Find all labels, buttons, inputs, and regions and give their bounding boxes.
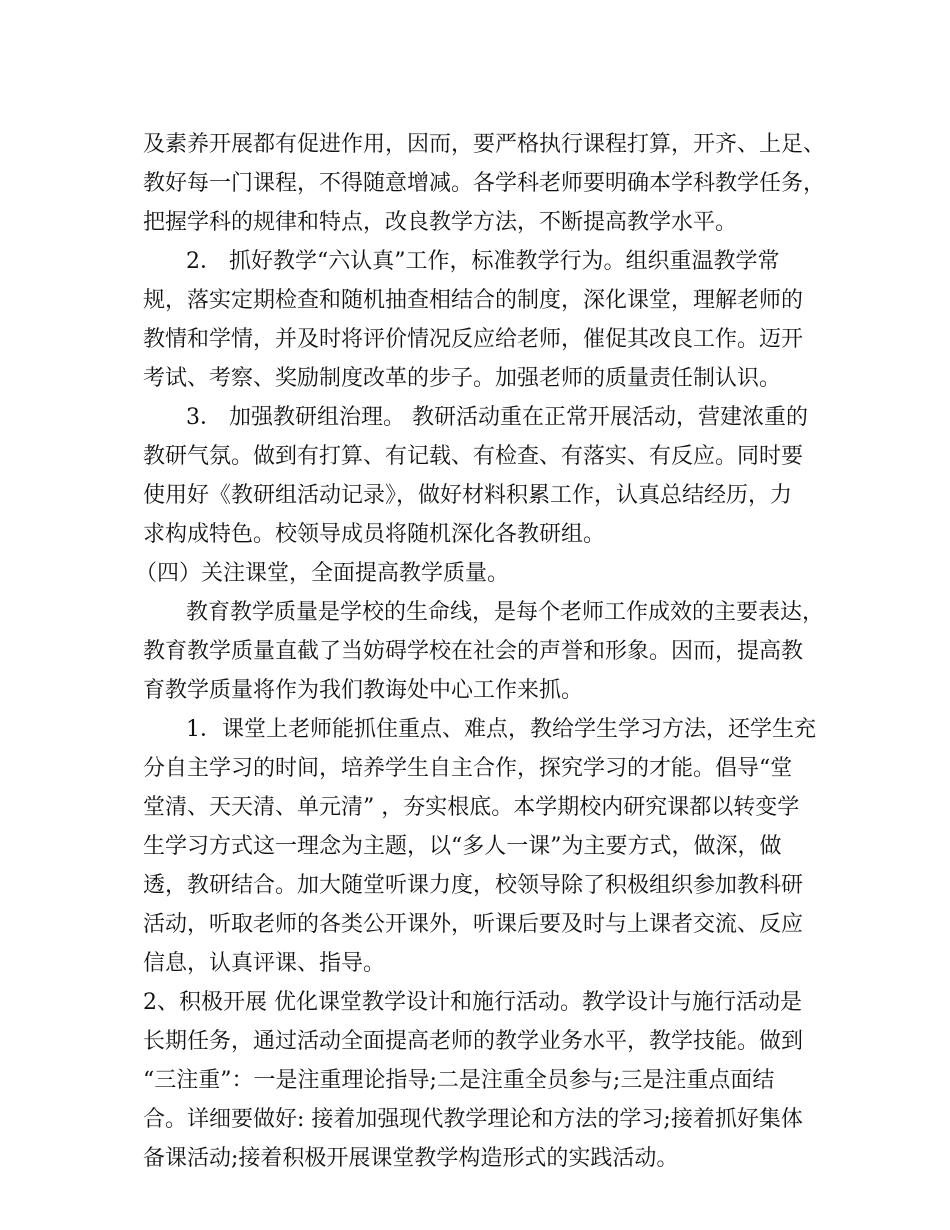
text-line: 堂清、天天清、单元清” ，夯实根底。本学期校内研究课都以转变学 bbox=[143, 795, 800, 820]
text-line: 合。详细要做好: 接着加强现代教学理论和方法的学习;接着抓好集体 bbox=[143, 1107, 803, 1132]
text-line: 2、积极开展 优化课堂教学设计和施行活动。教学设计与施行活动是 bbox=[143, 990, 802, 1015]
text-line: 教育教学质量是学校的生命线，是每个老师工作成效的主要表达， bbox=[186, 600, 825, 625]
text-line: 活动，听取老师的各类公开课外，听课后要及时与上课者交流、反应 bbox=[143, 912, 804, 937]
text-line: 教情和学情，并及时将评价情况反应给老师，催促其改良工作。迈开 bbox=[143, 327, 804, 352]
text-line: 育教学质量将作为我们教诲处中心工作来抓。 bbox=[143, 678, 584, 703]
text-line: 使用好《教研组活动记录》，做好材料积累工作，认真总结经历，力 bbox=[143, 483, 793, 508]
text-line: 规，落实定期检查和随机抽查相结合的制度，深化课堂，理解老师的 bbox=[143, 288, 804, 313]
text-line: “三注重”：一是注重理论指导;二是注重全员参与;三是注重点面结 bbox=[143, 1068, 775, 1093]
text-line: 分自主学习的时间，培养学生自主合作，探究学习的才能。倡导“堂 bbox=[143, 756, 793, 781]
text-line: 把握学科的规律和特点，改良教学方法，不断提高教学水平。 bbox=[143, 210, 738, 235]
text-line: 备课活动;接着积极开展课堂教学构造形式的实践活动。 bbox=[143, 1146, 679, 1171]
text-line: 2． 抓好教学“六认真”工作，标准教学行为。组织重温教学常 bbox=[186, 249, 780, 274]
text-line: 教育教学质量直截了当妨碍学校在社会的声誉和形象。因而，提高教 bbox=[143, 639, 804, 664]
text-line: 求构成特色。校领导成员将随机深化各教研组。 bbox=[143, 522, 606, 547]
text-line: 1．课堂上老师能抓住重点、难点，教给学生学习方法，还学生充 bbox=[186, 717, 816, 742]
text-line: 教研气氛。做到有打算、有记载、有检查、有落实、有反应。同时要 bbox=[143, 444, 804, 469]
text-line: 3． 加强教研组治理。 教研活动重在正常开展活动，营建浓重的 bbox=[186, 405, 808, 430]
text-line: 长期任务，通过活动全面提高老师的教学业务水平，教学技能。做到 bbox=[143, 1029, 804, 1054]
text-line: 及素养开展都有促进作用，因而，要严格执行课程打算，开齐、上足、 bbox=[143, 132, 826, 157]
text-line: 教好每一门课程，不得随意增减。各学科老师要明确本学科教学任务， bbox=[143, 171, 826, 196]
text-line: 生学习方式这一理念为主题，以“多人一课”为主要方式，做深，做 bbox=[143, 834, 782, 859]
text-line: 考试、考察、奖励制度改革的步子。加强老师的质量责任制认识。 bbox=[143, 366, 782, 391]
section-heading: （四）关注课堂，全面提高教学质量。 bbox=[135, 561, 510, 586]
text-line: 信息，认真评课、指导。 bbox=[143, 951, 386, 976]
text-line: 透，教研结合。加大随堂听课力度，校领导除了积极组织参加教科研 bbox=[143, 873, 804, 898]
